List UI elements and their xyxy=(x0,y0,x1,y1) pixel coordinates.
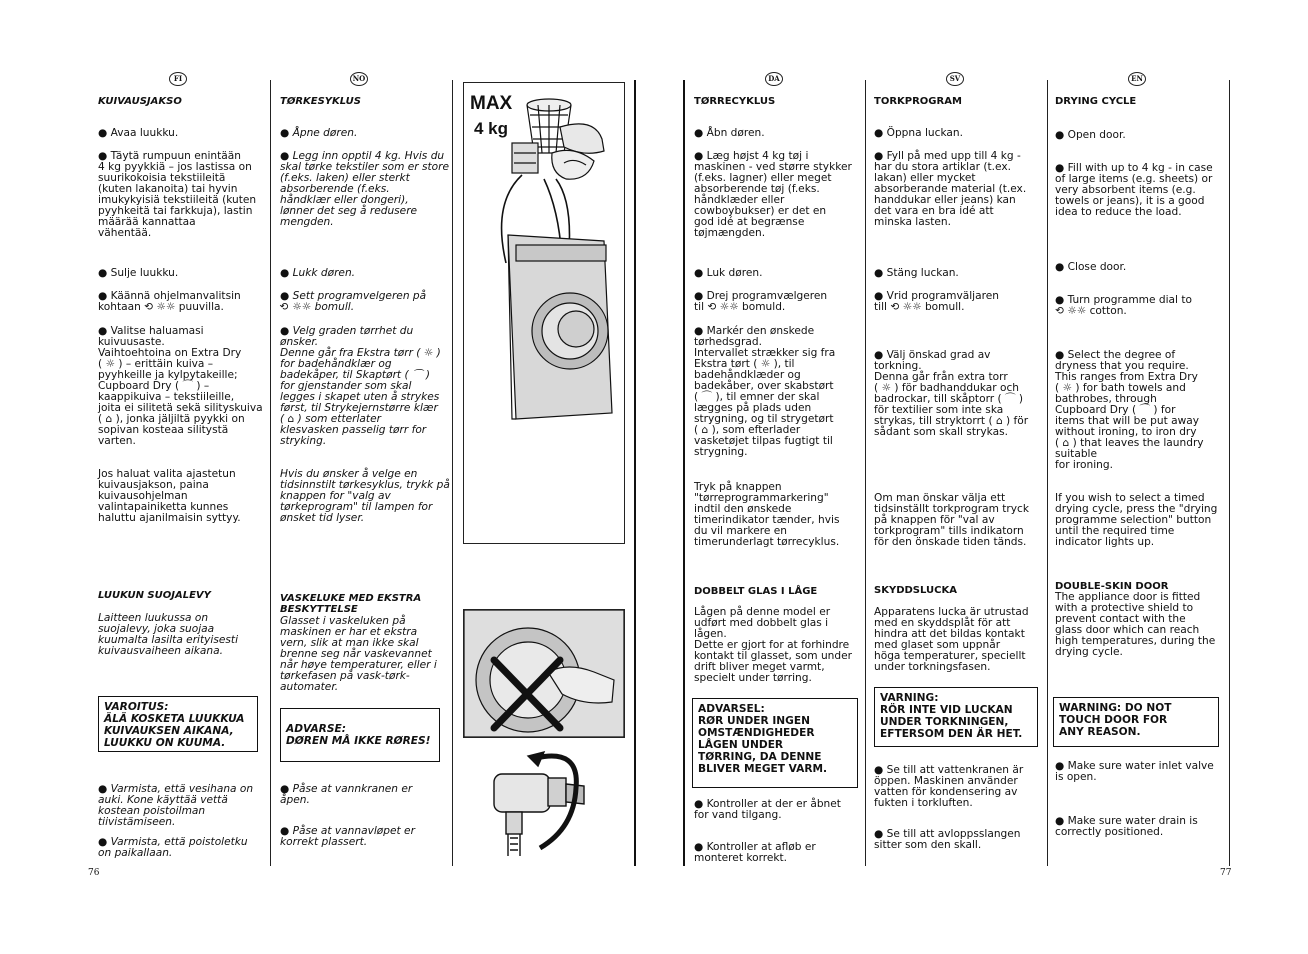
illustration-tap xyxy=(480,748,600,860)
instruction: ● Se till att vattenkranen är öppen. Maskinen använder vatten för kondensering av fukten i torkluften. xyxy=(874,764,1024,809)
section-title: DOUBLE-SKIN DOOR xyxy=(1055,581,1169,592)
section-title: TØRRECYKLUS xyxy=(694,96,776,107)
instruction: If you wish to select a timed drying cycle, press the "drying programme selection" button until the required time indicator lights up. xyxy=(1055,492,1218,548)
instruction: ● Stäng luckan. xyxy=(874,267,959,279)
warning-box: VAROITUS: ÄLÄ KOSKETA LUUKKUA KUIVAUKSEN AIKANA, LUUKKU ON KUUMA. xyxy=(98,696,258,752)
language-flag-en: EN xyxy=(1128,72,1146,86)
laundry-basket-machine-drawing xyxy=(464,83,624,543)
instruction: ● Luk døren. xyxy=(694,267,763,279)
section-title: DOBBELT GLAS I LÅGE xyxy=(694,586,818,597)
column-divider xyxy=(634,80,636,866)
instruction: ● Legg inn opptil 4 kg. Hvis du skal tørke tekstiler som er store (f.eks. laken) eller sterkt absorberende (f.eks. håndklær eller dongeri), lønner det seg å redusere mengden. xyxy=(280,150,450,228)
instruction: ● Se till att avloppsslangen sitter som den skall. xyxy=(874,828,1021,851)
instruction: ● Åpne døren. xyxy=(280,127,358,139)
column-divider xyxy=(865,80,866,866)
instruction: ● Varmista, että poistoletku on paikallaan. xyxy=(98,836,248,859)
kg-label: 4 kg xyxy=(474,119,509,138)
section-title: TORKPROGRAM xyxy=(874,96,962,107)
instruction: Jos haluat valita ajastetun kuivausjakson, paina kuivausohjelman valintapainiketta kunnes haluttu ajanilmaisin syttyy. xyxy=(98,468,241,524)
illustration-load-machine xyxy=(463,82,625,544)
instruction: ● Täytä rumpuun enintään 4 kg pyykkiä – jos lastissa on suurikokoisia tekstiileitä (kuten lakanoita) tai hyvin imukykyisiä tekstiileitä (kuten pyyhkeitä tai farkkuja), lastin määrää kannattaa vähentää. xyxy=(98,150,257,239)
instruction: ● Kontroller at afløb er monteret korrekt. xyxy=(694,841,816,864)
paragraph: Lågen på denne model er udført med dobbelt glas i lågen. Dette er gjort for at forhindre kontakt til glasset, som under drift bliver meget varmt, specielt under tørring. xyxy=(694,606,852,684)
section-title: DRYING CYCLE xyxy=(1055,96,1137,107)
warning-box: WARNING: DO NOT TOUCH DOOR FOR ANY REASON. xyxy=(1053,697,1219,747)
max-label: MAX xyxy=(470,93,513,114)
paragraph: Apparatens lucka är utrustad med en skyddsplåt för att hindra att det bildas kontakt med glaset som uppnår höga temperaturer, speciellt under torkningsfasen. xyxy=(874,606,1029,673)
instruction: Hvis du ønsker å velge en tidsinnstilt tørkesyklus, trykk på knappen for "valg av tørkeprogram" til lampen for ønsket tid lyser. xyxy=(280,468,450,524)
instruction: ● Välj önskad grad av torkning. Denna går från extra torr ( ☼ ) för badhanddukar och badrockar, till skåptorr ( ⌒ ) för textilier som inte ska strykas, till stryktorrt ( ⌂ ) för sådant som skall strykas. xyxy=(874,349,1029,438)
instruction: ● Lukk døren. xyxy=(280,267,356,279)
column-divider xyxy=(452,80,453,866)
warning-box: ADVARSEL: RØR UNDER INGEN OMSTÆNDIGHEDER LÅGEN UNDER TØRRING, DA DENNE BLIVER MEGET VARM. xyxy=(692,698,858,788)
instruction: ● Vrid programväljaren till ⟲ ☼☼ bomull. xyxy=(874,290,999,313)
instruction: ● Fill with up to 4 kg - in case of large items (e.g. sheets) or very absorbent items (e.g. towels or jeans), it is a good idea to reduce the load. xyxy=(1055,162,1213,218)
instruction: ● Turn programme dial to ⟲ ☼☼ cotton. xyxy=(1055,294,1192,317)
section-title: TØRKESYKLUS xyxy=(280,96,361,107)
warning-box: ADVARSE: DØREN MÅ IKKE RØRES! xyxy=(280,708,440,762)
language-flag-fi: FI xyxy=(169,72,187,86)
instruction: Om man önskar välja ett tidsinställt torkprogram tryck på knappen för "val av torkprogram" tills indikatorn för den önskade tiden tänds. xyxy=(874,492,1030,548)
instruction: ● Valitse haluamasi kuivuusaste. Vaihtoehtoina on Extra Dry ( ☼ ) – erittäin kuiva – pyyhkeille ja kylpytakeille; Cupboard Dry ( ⌒ ) – kaappikuiva – tekstiileille, joita ei silitetä sekä silityskuiva ( ⌂ ), jonka jäljiltä pyykki on sopivan kosteaa silitystä varten. xyxy=(98,325,263,447)
instruction: ● Close door. xyxy=(1055,261,1127,273)
warning-box: VARNING: RÖR INTE VID LUCKAN UNDER TORKNINGEN, EFTERSOM DEN ÄR HET. xyxy=(874,687,1038,747)
instruction: ● Käännä ohjelmanvalitsin kohtaan ⟲ ☼☼ puuvilla. xyxy=(98,290,241,313)
language-flag-sv: SV xyxy=(946,72,964,86)
instruction: ● Læg højst 4 kg tøj i maskinen - ved større stykker (f.eks. lagner) eller meget absorberende tøj (f.eks. håndklæder eller cowboybukser) er det en god idé at begrænse tøjmængden. xyxy=(694,150,852,239)
column-divider xyxy=(1229,80,1230,866)
instruction: ● Drej programvælgeren til ⟲ ☼☼ bomuld. xyxy=(694,290,828,313)
instruction: ● Markér den ønskede tørhedsgrad. Intervallet strækker sig fra Ekstra tørt ( ☼ ), til badehåndklæder og badekåber, over skabstørt ( ⌒ ), til emner der skal lægges på plads uden strygning, og til strygetørt ( ⌂ ), som efterlader vasketøjet tilpas fugtigt til strygning. xyxy=(694,325,836,458)
door-do-not-touch-drawing xyxy=(464,610,624,737)
instruction: ● Select the degree of dryness that you require. This ranges from Extra Dry ( ☼ ) for bath towels and bathrobes, through Cupboard Dry ( ⌒ ) for items that will be put away without ironing, to iron dry ( ⌂ ) that leaves the laundry suitable for ironing. xyxy=(1055,349,1204,471)
paragraph: The appliance door is fitted with a protective shield to prevent contact with the glass door which can reach high temperatures, during the drying cycle. xyxy=(1055,591,1216,658)
instruction: ● Sett programvelgeren på ⟲ ☼☼ bomull. xyxy=(280,290,427,313)
language-flag-da: DA xyxy=(765,72,783,86)
section-title: SKYDDSLUCKA xyxy=(874,585,957,596)
instruction: ● Öppna luckan. xyxy=(874,127,963,139)
column-divider xyxy=(683,80,685,866)
section-title: VASKELUKE MED EKSTRA BESKYTTELSE xyxy=(280,593,422,615)
instruction: ● Open door. xyxy=(1055,129,1126,141)
page-number: 76 xyxy=(88,868,100,878)
instruction: ● Avaa luukku. xyxy=(98,127,179,139)
language-flag-no: NO xyxy=(350,72,368,86)
instruction: ● Make sure water drain is correctly positioned. xyxy=(1055,815,1198,838)
page-number: 77 xyxy=(1220,868,1232,878)
instruction: ● Sulje luukku. xyxy=(98,267,179,279)
illustration-door xyxy=(463,609,625,738)
instruction: ● Påse at vannkranen er åpen. xyxy=(280,783,413,806)
paragraph: Laitteen luukussa on suojalevy, joka suojaa kuumalta lasilta erityisesti kuivausvaiheen aikana. xyxy=(98,612,239,657)
instruction: ● Velg graden tørrhet du ønsker. Denne går fra Ekstra tørr ( ☼ ) for badehåndklær og badekåper, til Skaptørt ( ⌒ ) for gjenstander som skal legges i skapet uten å strykes først, til Strykejernstørre klær ( ⌂ ) som etterlater klesvasken passelig tørr for stryking. xyxy=(280,325,441,447)
water-tap-open-drawing xyxy=(480,748,600,860)
section-title: KUIVAUSJAKSO xyxy=(98,96,182,107)
instruction: ● Make sure water inlet valve is open. xyxy=(1055,760,1214,783)
column-divider xyxy=(270,80,271,866)
column-divider xyxy=(1047,80,1048,866)
instruction: ● Kontroller at der er åbnet for vand tilgang. xyxy=(694,798,841,821)
instruction: Tryk på knappen "tørreprogrammarkering" indtil den ønskede timerindikator tænder, hvis du vil markere en timerunderlagt tørrecyklus. xyxy=(694,481,840,548)
instruction: ● Åbn døren. xyxy=(694,127,765,139)
instruction: ● Påse at vannavløpet er korrekt plassert. xyxy=(280,825,415,848)
instruction: ● Fyll på med upp till 4 kg - har du stora artiklar (t.ex. lakan) eller mycket absorberande material (t.ex. handdukar eller jeans) kan det vara en bra idé att minska lasten. xyxy=(874,150,1027,228)
paragraph: Glasset i vaskeluken på maskinen er har et ekstra vern, slik at man ikke skal brenne seg når vaskevannet når høye temperaturer, eller i tørkefasen på vask-tørk- automater. xyxy=(280,615,437,693)
instruction: ● Varmista, että vesihana on auki. Kone käyttää vettä kostean poistoilman tiivistämiseen. xyxy=(98,783,254,828)
section-title: LUUKUN SUOJALEVY xyxy=(98,590,211,601)
